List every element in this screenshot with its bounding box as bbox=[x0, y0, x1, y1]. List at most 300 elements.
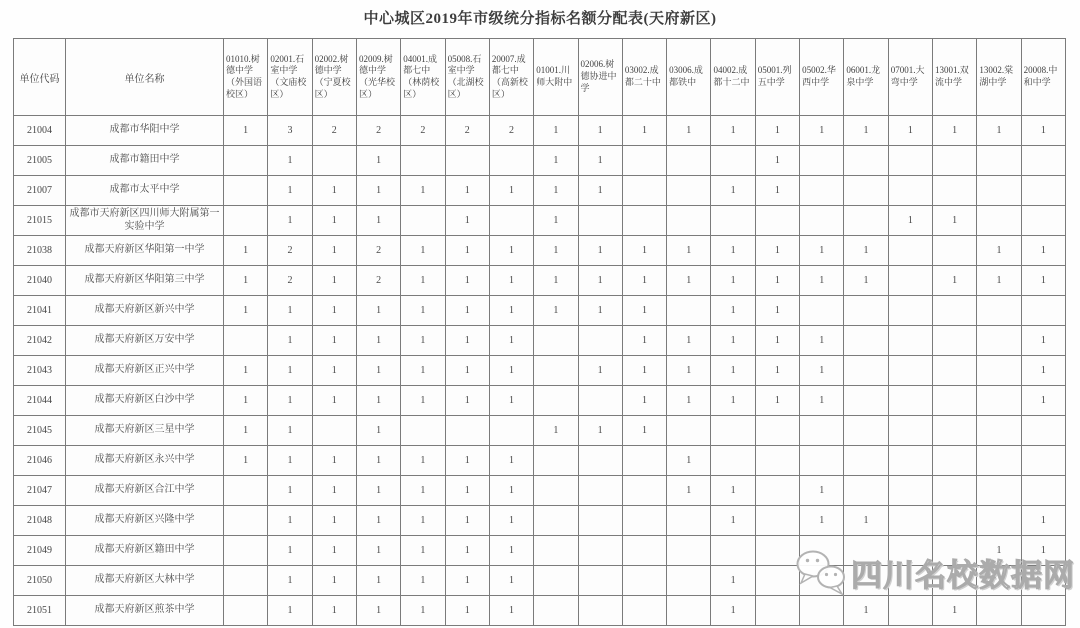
unit-code-cell: 21038 bbox=[14, 236, 66, 266]
quota-cell bbox=[888, 356, 932, 386]
quota-cell: 1 bbox=[800, 476, 844, 506]
quota-cell bbox=[755, 506, 799, 536]
quota-cell: 1 bbox=[711, 176, 755, 206]
quota-cell bbox=[888, 506, 932, 536]
quota-cell bbox=[755, 476, 799, 506]
quota-cell bbox=[1021, 566, 1065, 596]
quota-cell bbox=[844, 476, 888, 506]
quota-cell: 1 bbox=[1021, 356, 1065, 386]
quota-cell bbox=[622, 476, 666, 506]
quota-cell: 1 bbox=[667, 476, 711, 506]
quota-cell bbox=[622, 536, 666, 566]
unit-name-cell: 成都天府新区三星中学 bbox=[66, 416, 224, 446]
quota-cell: 1 bbox=[622, 116, 666, 146]
table-row bbox=[14, 476, 1066, 506]
quota-cell: 2 bbox=[268, 236, 312, 266]
unit-name-cell: 成都市太平中学 bbox=[66, 176, 224, 206]
quota-cell bbox=[578, 506, 622, 536]
school-column-header: 02001.石室中学（文庙校区） bbox=[268, 39, 312, 116]
quota-cell: 1 bbox=[844, 236, 888, 266]
quota-cell bbox=[977, 446, 1021, 476]
quota-cell bbox=[800, 176, 844, 206]
quota-cell bbox=[445, 416, 489, 446]
quota-cell: 1 bbox=[268, 146, 312, 176]
quota-cell bbox=[755, 416, 799, 446]
quota-cell bbox=[933, 476, 977, 506]
quota-cell: 1 bbox=[224, 236, 268, 266]
quota-cell: 1 bbox=[356, 176, 400, 206]
school-column-header: 01010.树德中学（外国语校区） bbox=[224, 39, 268, 116]
quota-cell bbox=[224, 536, 268, 566]
quota-cell bbox=[977, 176, 1021, 206]
quota-cell: 1 bbox=[401, 476, 445, 506]
unit-name-cell: 成都市籍田中学 bbox=[66, 146, 224, 176]
unit-name-cell: 成都天府新区永兴中学 bbox=[66, 446, 224, 476]
quota-cell: 2 bbox=[312, 116, 356, 146]
quota-cell: 1 bbox=[578, 116, 622, 146]
quota-cell: 1 bbox=[445, 176, 489, 206]
quota-cell bbox=[933, 326, 977, 356]
quota-cell: 1 bbox=[268, 596, 312, 626]
school-column-header: 07001.大弯中学 bbox=[888, 39, 932, 116]
quota-cell bbox=[933, 176, 977, 206]
quota-cell: 2 bbox=[356, 236, 400, 266]
quota-cell: 1 bbox=[534, 116, 578, 146]
quota-cell: 1 bbox=[312, 596, 356, 626]
quota-cell bbox=[977, 146, 1021, 176]
quota-cell bbox=[888, 566, 932, 596]
school-column-header: 04002.成都十二中 bbox=[711, 39, 755, 116]
quota-cell: 1 bbox=[401, 386, 445, 416]
quota-cell: 1 bbox=[844, 116, 888, 146]
quota-cell: 1 bbox=[312, 506, 356, 536]
quota-cell bbox=[711, 206, 755, 236]
quota-cell: 1 bbox=[489, 176, 533, 206]
quota-cell bbox=[800, 296, 844, 326]
quota-cell bbox=[888, 176, 932, 206]
quota-cell bbox=[534, 596, 578, 626]
quota-cell: 1 bbox=[356, 506, 400, 536]
quota-cell: 1 bbox=[445, 446, 489, 476]
quota-cell: 1 bbox=[578, 146, 622, 176]
quota-cell bbox=[1021, 176, 1065, 206]
table-row bbox=[14, 416, 1066, 446]
quota-cell: 1 bbox=[1021, 386, 1065, 416]
unit-code-cell: 21043 bbox=[14, 356, 66, 386]
quota-cell: 1 bbox=[401, 176, 445, 206]
quota-cell bbox=[622, 566, 666, 596]
quota-cell bbox=[844, 446, 888, 476]
quota-cell bbox=[224, 506, 268, 536]
quota-cell bbox=[844, 386, 888, 416]
unit-code-cell: 21015 bbox=[14, 206, 66, 236]
quota-cell bbox=[578, 566, 622, 596]
quota-cell bbox=[534, 566, 578, 596]
quota-cell: 1 bbox=[268, 296, 312, 326]
quota-cell: 1 bbox=[356, 386, 400, 416]
school-column-header: 20008.中和中学 bbox=[1021, 39, 1065, 116]
quota-cell: 1 bbox=[445, 206, 489, 236]
quota-cell: 1 bbox=[268, 536, 312, 566]
watermark-text: 四川名校数据网 bbox=[851, 557, 1075, 593]
quota-cell bbox=[667, 146, 711, 176]
unit-name-cell: 成都天府新区大林中学 bbox=[66, 566, 224, 596]
quota-cell: 1 bbox=[711, 566, 755, 596]
quota-cell: 1 bbox=[312, 536, 356, 566]
quota-cell bbox=[224, 326, 268, 356]
quota-cell bbox=[489, 206, 533, 236]
quota-cell: 1 bbox=[268, 506, 312, 536]
quota-cell: 1 bbox=[844, 506, 888, 536]
quota-cell: 1 bbox=[312, 356, 356, 386]
quota-cell: 1 bbox=[268, 326, 312, 356]
quota-cell bbox=[534, 386, 578, 416]
quota-cell: 1 bbox=[711, 476, 755, 506]
quota-cell: 1 bbox=[489, 596, 533, 626]
school-column-header: 02002.树德中学（宁夏校区） bbox=[312, 39, 356, 116]
quota-cell bbox=[844, 146, 888, 176]
table-header bbox=[14, 39, 1066, 116]
unit-name-cell: 成都市天府新区四川师大附属第一实验中学 bbox=[66, 206, 224, 236]
quota-cell bbox=[224, 476, 268, 506]
school-column-header: 05001.列五中学 bbox=[755, 39, 799, 116]
quota-cell bbox=[933, 356, 977, 386]
allocation-table bbox=[13, 38, 1066, 626]
unit-code-cell: 21044 bbox=[14, 386, 66, 416]
quota-cell bbox=[667, 416, 711, 446]
quota-cell: 1 bbox=[224, 386, 268, 416]
quota-cell bbox=[933, 536, 977, 566]
unit-code-cell: 21046 bbox=[14, 446, 66, 476]
quota-cell: 1 bbox=[755, 326, 799, 356]
quota-cell bbox=[933, 506, 977, 536]
table-body bbox=[14, 116, 1066, 626]
quota-cell bbox=[534, 356, 578, 386]
quota-cell: 1 bbox=[667, 116, 711, 146]
quota-cell bbox=[312, 146, 356, 176]
quota-cell: 1 bbox=[489, 536, 533, 566]
quota-cell bbox=[800, 596, 844, 626]
quota-cell: 1 bbox=[800, 236, 844, 266]
quota-cell bbox=[667, 566, 711, 596]
quota-cell bbox=[933, 446, 977, 476]
quota-cell bbox=[578, 326, 622, 356]
quota-cell: 1 bbox=[1021, 536, 1065, 566]
quota-cell bbox=[977, 506, 1021, 536]
school-column-header: 03002.成都二十中 bbox=[622, 39, 666, 116]
quota-cell bbox=[401, 416, 445, 446]
table-row bbox=[14, 206, 1066, 236]
quota-cell: 1 bbox=[356, 206, 400, 236]
quota-cell: 1 bbox=[578, 296, 622, 326]
quota-cell: 1 bbox=[844, 266, 888, 296]
quota-cell bbox=[622, 506, 666, 536]
quota-cell: 1 bbox=[844, 596, 888, 626]
quota-cell: 1 bbox=[224, 446, 268, 476]
quota-cell: 1 bbox=[534, 206, 578, 236]
quota-cell bbox=[755, 566, 799, 596]
quota-cell bbox=[622, 596, 666, 626]
column-header-unit-name: 单位名称 bbox=[66, 39, 224, 116]
quota-cell: 1 bbox=[711, 386, 755, 416]
quota-cell bbox=[1021, 446, 1065, 476]
quota-cell bbox=[755, 446, 799, 476]
unit-code-cell: 21040 bbox=[14, 266, 66, 296]
table-row bbox=[14, 356, 1066, 386]
quota-cell bbox=[534, 476, 578, 506]
quota-cell bbox=[711, 446, 755, 476]
school-column-header: 20007.成都七中（高新校区） bbox=[489, 39, 533, 116]
quota-cell: 1 bbox=[622, 326, 666, 356]
quota-cell bbox=[888, 596, 932, 626]
quota-cell bbox=[800, 446, 844, 476]
quota-cell: 1 bbox=[977, 536, 1021, 566]
table-row bbox=[14, 296, 1066, 326]
quota-cell bbox=[888, 296, 932, 326]
school-column-header: 04001.成都七中（林荫校区） bbox=[401, 39, 445, 116]
quota-cell: 2 bbox=[356, 266, 400, 296]
quota-cell bbox=[933, 296, 977, 326]
table-row bbox=[14, 266, 1066, 296]
quota-cell: 1 bbox=[489, 446, 533, 476]
quota-cell: 1 bbox=[1021, 116, 1065, 146]
quota-cell bbox=[224, 206, 268, 236]
quota-cell bbox=[933, 566, 977, 596]
quota-cell: 1 bbox=[445, 536, 489, 566]
quota-cell bbox=[224, 176, 268, 206]
quota-cell: 1 bbox=[356, 476, 400, 506]
school-column-header: 05002.华西中学 bbox=[800, 39, 844, 116]
quota-cell bbox=[844, 536, 888, 566]
quota-cell: 1 bbox=[534, 146, 578, 176]
quota-cell bbox=[401, 146, 445, 176]
unit-name-cell: 成都天府新区正兴中学 bbox=[66, 356, 224, 386]
quota-cell bbox=[534, 506, 578, 536]
quota-cell: 1 bbox=[578, 176, 622, 206]
unit-name-cell: 成都天府新区万安中学 bbox=[66, 326, 224, 356]
quota-cell bbox=[977, 596, 1021, 626]
school-column-header: 03006.成都铁中 bbox=[667, 39, 711, 116]
quota-cell: 1 bbox=[977, 236, 1021, 266]
quota-cell: 1 bbox=[578, 416, 622, 446]
quota-cell: 1 bbox=[356, 146, 400, 176]
quota-cell: 1 bbox=[578, 236, 622, 266]
quota-cell: 1 bbox=[888, 206, 932, 236]
quota-cell: 1 bbox=[800, 506, 844, 536]
table-row bbox=[14, 566, 1066, 596]
quota-cell: 1 bbox=[711, 506, 755, 536]
quota-cell: 1 bbox=[622, 266, 666, 296]
quota-cell bbox=[800, 146, 844, 176]
quota-cell: 1 bbox=[933, 596, 977, 626]
quota-cell bbox=[977, 566, 1021, 596]
quota-cell bbox=[977, 476, 1021, 506]
quota-cell: 1 bbox=[445, 596, 489, 626]
quota-cell: 1 bbox=[800, 116, 844, 146]
quota-cell: 1 bbox=[356, 596, 400, 626]
unit-code-cell: 21047 bbox=[14, 476, 66, 506]
quota-cell: 3 bbox=[268, 116, 312, 146]
quota-cell bbox=[445, 146, 489, 176]
unit-code-cell: 21051 bbox=[14, 596, 66, 626]
quota-cell: 1 bbox=[800, 386, 844, 416]
quota-cell: 1 bbox=[667, 266, 711, 296]
quota-cell: 1 bbox=[1021, 266, 1065, 296]
quota-cell: 1 bbox=[268, 476, 312, 506]
quota-cell: 2 bbox=[445, 116, 489, 146]
table-row bbox=[14, 236, 1066, 266]
quota-cell bbox=[1021, 596, 1065, 626]
quota-cell: 1 bbox=[401, 236, 445, 266]
quota-cell bbox=[667, 296, 711, 326]
quota-cell: 1 bbox=[711, 116, 755, 146]
column-header-unit-code: 单位代码 bbox=[14, 39, 66, 116]
quota-cell: 1 bbox=[489, 326, 533, 356]
quota-cell: 1 bbox=[622, 296, 666, 326]
quota-cell bbox=[800, 416, 844, 446]
quota-cell bbox=[534, 446, 578, 476]
unit-name-cell: 成都天府新区兴隆中学 bbox=[66, 506, 224, 536]
quota-cell: 1 bbox=[356, 356, 400, 386]
quota-cell: 1 bbox=[268, 386, 312, 416]
quota-cell: 1 bbox=[401, 356, 445, 386]
quota-cell: 1 bbox=[489, 386, 533, 416]
quota-cell bbox=[888, 236, 932, 266]
quota-cell: 1 bbox=[445, 356, 489, 386]
quota-cell: 1 bbox=[401, 536, 445, 566]
quota-cell bbox=[844, 416, 888, 446]
quota-cell bbox=[667, 506, 711, 536]
unit-code-cell: 21048 bbox=[14, 506, 66, 536]
quota-cell: 1 bbox=[356, 446, 400, 476]
quota-cell bbox=[622, 146, 666, 176]
quota-cell: 1 bbox=[667, 236, 711, 266]
unit-name-cell: 成都天府新区华阳第三中学 bbox=[66, 266, 224, 296]
quota-cell bbox=[888, 446, 932, 476]
page-title: 中心城区2019年市级统分指标名额分配表(天府新区) bbox=[363, 11, 717, 27]
quota-cell: 1 bbox=[755, 176, 799, 206]
unit-name-cell: 成都天府新区华阳第一中学 bbox=[66, 236, 224, 266]
table-row bbox=[14, 446, 1066, 476]
quota-cell bbox=[711, 146, 755, 176]
quota-cell bbox=[489, 146, 533, 176]
quota-cell: 1 bbox=[1021, 236, 1065, 266]
table-row bbox=[14, 506, 1066, 536]
quota-cell bbox=[888, 326, 932, 356]
unit-code-cell: 21050 bbox=[14, 566, 66, 596]
school-column-header: 05008.石室中学（北湖校区） bbox=[445, 39, 489, 116]
unit-name-cell: 成都天府新区新兴中学 bbox=[66, 296, 224, 326]
quota-cell: 1 bbox=[755, 296, 799, 326]
quota-cell bbox=[578, 386, 622, 416]
unit-code-cell: 21005 bbox=[14, 146, 66, 176]
quota-cell: 1 bbox=[667, 326, 711, 356]
quota-cell: 1 bbox=[489, 236, 533, 266]
quota-cell: 1 bbox=[711, 236, 755, 266]
school-column-header: 02009.树德中学（光华校区） bbox=[356, 39, 400, 116]
quota-cell: 1 bbox=[534, 236, 578, 266]
quota-cell bbox=[667, 596, 711, 626]
quota-cell bbox=[933, 386, 977, 416]
quota-cell: 1 bbox=[445, 566, 489, 596]
table-row bbox=[14, 176, 1066, 206]
school-column-header: 13001.双流中学 bbox=[933, 39, 977, 116]
quota-cell: 1 bbox=[489, 476, 533, 506]
quota-cell: 1 bbox=[312, 566, 356, 596]
quota-cell: 1 bbox=[578, 356, 622, 386]
quota-cell: 1 bbox=[534, 266, 578, 296]
unit-name-cell: 成都天府新区白沙中学 bbox=[66, 386, 224, 416]
quota-cell bbox=[667, 536, 711, 566]
quota-cell bbox=[977, 206, 1021, 236]
quota-cell: 1 bbox=[489, 566, 533, 596]
quota-cell: 1 bbox=[534, 176, 578, 206]
quota-cell: 1 bbox=[445, 236, 489, 266]
quota-cell: 1 bbox=[312, 446, 356, 476]
quota-cell bbox=[1021, 206, 1065, 236]
quota-cell: 1 bbox=[933, 206, 977, 236]
quota-cell bbox=[312, 416, 356, 446]
quota-cell: 1 bbox=[445, 326, 489, 356]
quota-cell: 1 bbox=[667, 356, 711, 386]
quota-cell: 2 bbox=[268, 266, 312, 296]
quota-cell: 1 bbox=[755, 236, 799, 266]
quota-cell: 1 bbox=[711, 326, 755, 356]
unit-code-cell: 21042 bbox=[14, 326, 66, 356]
quota-cell: 1 bbox=[622, 356, 666, 386]
quota-cell: 1 bbox=[445, 476, 489, 506]
quota-cell bbox=[1021, 146, 1065, 176]
quota-cell: 1 bbox=[667, 446, 711, 476]
quota-cell: 1 bbox=[268, 566, 312, 596]
quota-cell: 1 bbox=[711, 296, 755, 326]
quota-cell bbox=[224, 566, 268, 596]
quota-cell: 1 bbox=[445, 296, 489, 326]
quota-cell: 1 bbox=[800, 356, 844, 386]
table-row bbox=[14, 116, 1066, 146]
quota-cell bbox=[888, 476, 932, 506]
quota-cell: 1 bbox=[800, 266, 844, 296]
quota-cell bbox=[844, 326, 888, 356]
quota-cell: 1 bbox=[224, 116, 268, 146]
quota-cell: 1 bbox=[933, 116, 977, 146]
quota-cell bbox=[1021, 476, 1065, 506]
quota-cell: 1 bbox=[312, 176, 356, 206]
quota-cell: 1 bbox=[445, 266, 489, 296]
quota-cell: 1 bbox=[356, 536, 400, 566]
quota-cell bbox=[977, 416, 1021, 446]
quota-cell: 1 bbox=[224, 416, 268, 446]
school-column-header: 06001.龙泉中学 bbox=[844, 39, 888, 116]
table-row bbox=[14, 386, 1066, 416]
table-row bbox=[14, 536, 1066, 566]
quota-cell: 1 bbox=[489, 356, 533, 386]
quota-cell bbox=[534, 536, 578, 566]
quota-cell: 1 bbox=[755, 356, 799, 386]
quota-cell: 1 bbox=[224, 266, 268, 296]
quota-cell: 1 bbox=[268, 416, 312, 446]
unit-code-cell: 21004 bbox=[14, 116, 66, 146]
unit-name-cell: 成都市华阳中学 bbox=[66, 116, 224, 146]
table-row bbox=[14, 596, 1066, 626]
quota-cell: 1 bbox=[755, 146, 799, 176]
quota-cell bbox=[578, 536, 622, 566]
quota-cell: 1 bbox=[977, 116, 1021, 146]
quota-cell bbox=[578, 446, 622, 476]
quota-cell bbox=[933, 146, 977, 176]
quota-cell: 1 bbox=[711, 596, 755, 626]
table-row bbox=[14, 146, 1066, 176]
